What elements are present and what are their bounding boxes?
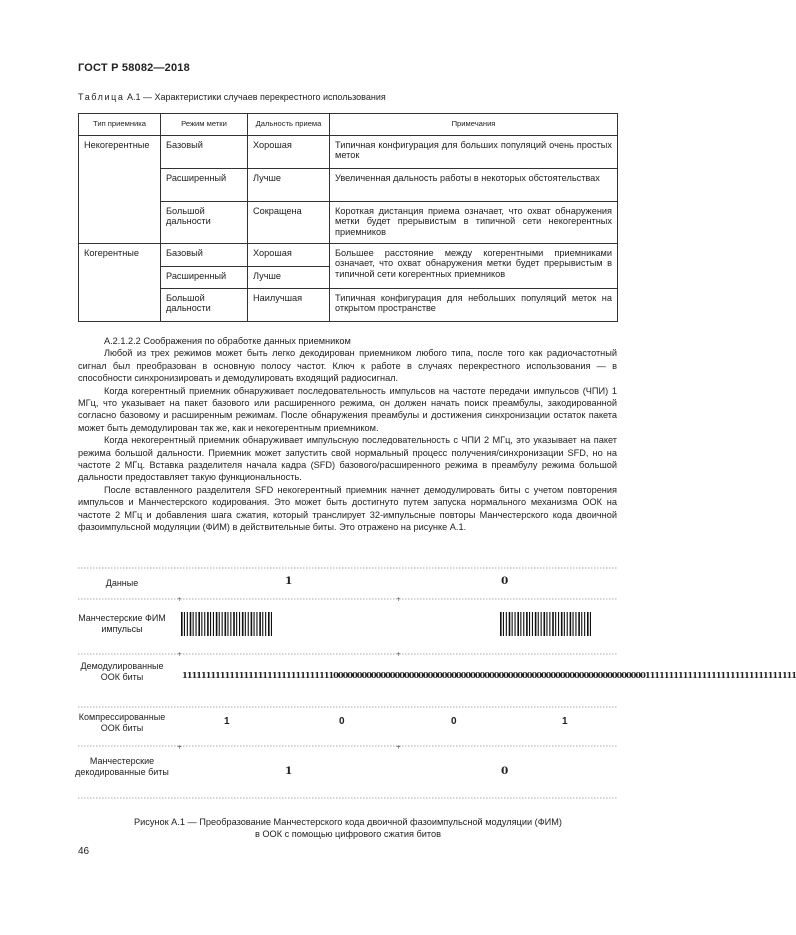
cell-range: Хорошая <box>248 135 330 168</box>
pulse-bar <box>254 612 255 636</box>
pulse-bar <box>515 612 516 636</box>
pulse-bar <box>181 612 183 636</box>
pulse-bar <box>549 612 550 636</box>
svg-text:+: + <box>396 744 402 751</box>
pulse-bar <box>210 612 211 636</box>
svg-text:+: + <box>396 651 402 658</box>
pulse-bar <box>245 612 246 636</box>
svg-text:+: + <box>396 596 402 603</box>
paragraph: Любой из трех режимов может быть легко декодирован приемником любого типа, после того как радиочастотный сигнал был преобразован в основную полосу частот. Ключ к работе в случаях перекрестного использования — в способности синхронизировать и демодулировать входящий радиосигнал. <box>78 348 617 384</box>
label-decoded: Манчестерские декодированные биты <box>75 756 169 777</box>
compressed-bit: 0 <box>451 716 457 727</box>
cell-receiver: Некогерентные <box>79 135 161 243</box>
demod-bits: 1111111111111111111111111111111100000000000000000000000000000000000000000000000000000000000000000011111111111111111111111111111111 <box>182 670 796 680</box>
pulse-bar <box>526 612 528 636</box>
table-header-row <box>79 114 618 136</box>
pulse-bar <box>564 612 565 636</box>
pulse-bar <box>509 612 511 636</box>
cell-range: Наилучшая <box>248 288 330 321</box>
col-header-mode: Режим метки <box>161 114 248 136</box>
pulse-bar <box>587 612 589 636</box>
cell-range: Лучше <box>248 266 330 288</box>
pulse-bar <box>230 612 231 636</box>
decoded-bit: 1 <box>285 765 293 777</box>
pulse-bar <box>552 612 554 636</box>
pulse-bar <box>256 612 257 636</box>
pulse-bar <box>581 612 582 636</box>
cell-note: Типичная конфигурация для небольших популяций меток на открытом пространстве <box>330 288 618 321</box>
pulse-bar <box>207 612 209 636</box>
pulse-bar <box>517 612 519 636</box>
pulse-bar <box>529 612 530 636</box>
cell-range: Сокращена <box>248 201 330 243</box>
pulse-bar <box>578 612 580 636</box>
table-caption-prefix: Таблица <box>78 92 125 102</box>
compressed-bit: 1 <box>562 716 568 727</box>
pulse-bar <box>575 612 576 636</box>
pulse-bar <box>590 612 591 636</box>
pulse-bar <box>567 612 568 636</box>
cell-note: Увеличенная дальность работы в некоторых обстоятельствах <box>330 168 618 201</box>
col-header-notes: Примечания <box>330 114 618 136</box>
pulse-bar <box>535 612 537 636</box>
cell-note: Короткая дистанция приема означает, что охват обнаружения метки будет прерывистым в типичной сети некогерентных приемников <box>330 201 618 243</box>
cell-receiver: Когерентные <box>79 243 161 321</box>
pulse-bar <box>236 612 237 636</box>
figure-caption-line1: Рисунок А.1 — Преобразование Манчестерского кода двоичной фазоимпульсной модуляции (ФИМ) <box>133 817 562 827</box>
paragraph: Когда некогерентный приемник обнаруживает импульсную последовательность с ЧПИ 2 МГц, это указывает на пакет режима большой дальности. Приемник может запустить свой нормальный процесс получения/синхронизации SFD, но на частоте 2 МГц. Вставка разделителя начала кадра (SFD) базового/расширенного режима в преамбулу режима большой дальности предоставляет такую функциональность. <box>78 435 617 483</box>
pulse-bar <box>558 612 559 636</box>
pulse-bar <box>262 612 263 636</box>
pulse-bar <box>541 612 542 636</box>
paragraph: Когда когерентный приемник обнаруживает последовательность импульсов на частоте передачи импульсов (ЧПИ) 1 МГц, что указывает на пакет базового или расширенного режима, он должен начать поиск преамбулы, закодированной согласно базовому и расширенным режимам. После обнаружения преамбулы и достижения синхронизации остаток пакета может быть демодулирован так же, как и некогерентным приемником. <box>78 385 617 433</box>
body-text <box>78 335 617 534</box>
data-bit: 0 <box>501 575 509 587</box>
pulse-bar <box>204 612 205 636</box>
pulse-bar <box>196 612 197 636</box>
pulse-bar <box>268 612 270 636</box>
pulse-bar <box>500 612 502 636</box>
pulse-bar <box>239 612 240 636</box>
paragraph: После вставленного разделителя SFD некогерентный приемник начнет демодулировать биты с учетом повторения импульсов и Манчестерского кодирования. Это может быть достигнуто путем запуска нормального механизма ООК на частоте 2 МГц и добавления шага сжатия, который транслирует 32-импульсные повторы Манчестерского кода двоичной фазоимпульсной модуляции (ФИМ) в действительные биты. Это отражено на рисунке А.1. <box>78 484 617 533</box>
cross-use-table <box>78 113 618 322</box>
svg-text:+: + <box>177 596 183 603</box>
cell-mode: Базовый <box>161 243 248 266</box>
cell-mode: Большой дальности <box>161 288 248 321</box>
pulse-bar <box>546 612 547 636</box>
label-compressed: Компрессированные ООК биты <box>78 712 166 733</box>
pulse-bar <box>198 612 200 636</box>
cell-mode: Базовый <box>161 135 248 168</box>
pulse-bar <box>512 612 513 636</box>
pulse-bar <box>184 612 185 636</box>
section-heading: А.2.1.2.2 Соображения по обработке данных приемником <box>104 336 351 346</box>
pulse-bar <box>538 612 539 636</box>
decoded-bit: 0 <box>501 765 509 777</box>
pulse-bar <box>225 612 227 636</box>
cell-range: Хорошая <box>248 243 330 266</box>
cell-mode: Расширенный <box>161 168 248 201</box>
col-header-range: Дальность приема <box>248 114 330 136</box>
pulse-bar <box>201 612 202 636</box>
pulse-bar <box>555 612 556 636</box>
figure-caption-line2: в ООК с помощью цифрового сжатия битов <box>254 829 442 840</box>
label-demod: Демодулированные ООК биты <box>80 661 164 682</box>
pulse-bar <box>520 612 521 636</box>
manchester-pulses-left <box>181 612 272 636</box>
svg-text:+: + <box>177 651 183 658</box>
pulse-bar <box>222 612 223 636</box>
table-row <box>79 243 618 266</box>
pulse-bar <box>544 612 546 636</box>
data-bit: 1 <box>285 575 293 587</box>
pulse-bar <box>251 612 253 636</box>
pulse-bar <box>561 612 563 636</box>
pulse-bar <box>233 612 235 636</box>
pulse-bar <box>570 612 572 636</box>
table-caption-title: А.1 — Характеристики случаев перекрестного использования <box>124 92 386 102</box>
table-caption <box>78 92 386 102</box>
pulse-bar <box>506 612 507 636</box>
pulse-bar <box>523 612 524 636</box>
pulse-bar <box>190 612 192 636</box>
col-header-receiver: Тип приемника <box>79 114 161 136</box>
pulse-bar <box>227 612 228 636</box>
pulse-bar <box>193 612 194 636</box>
pulse-bar <box>248 612 249 636</box>
cell-range: Лучше <box>248 168 330 201</box>
cell-note: Большее расстояние между когерентными приемниками означает, что охват обнаружения метки будет прерывистым в типичной сети когерентных приемников <box>330 243 618 288</box>
pulse-bar <box>503 612 504 636</box>
pulse-bar <box>271 612 272 636</box>
cell-mode: Расширенный <box>161 266 248 288</box>
pulse-bar <box>532 612 533 636</box>
pulse-bar <box>216 612 218 636</box>
label-data: Данные <box>105 578 139 588</box>
table-row <box>79 135 618 168</box>
cell-note: Типичная конфигурация для больших популяций очень простых меток <box>330 135 618 168</box>
pulse-bar <box>242 612 244 636</box>
manchester-pulses-right <box>500 612 591 636</box>
figure-caption <box>78 816 618 841</box>
label-manchester-pulses: Манчестерские ФИМ импульсы <box>78 613 166 634</box>
figure-a1 <box>75 560 796 800</box>
pulse-bar <box>573 612 574 636</box>
pulse-bar <box>187 612 188 636</box>
compressed-bit: 1 <box>224 716 230 727</box>
document-header: ГОСТ Р 58082—2018 <box>78 62 190 74</box>
pulse-bar <box>219 612 220 636</box>
svg-text:+: + <box>177 744 183 751</box>
pulse-bar <box>213 612 214 636</box>
compressed-bit: 0 <box>339 716 345 727</box>
pulse-bar <box>259 612 261 636</box>
page-number: 46 <box>78 846 90 857</box>
pulse-bar <box>584 612 585 636</box>
pulse-bar <box>265 612 266 636</box>
cell-mode: Большой дальности <box>161 201 248 243</box>
